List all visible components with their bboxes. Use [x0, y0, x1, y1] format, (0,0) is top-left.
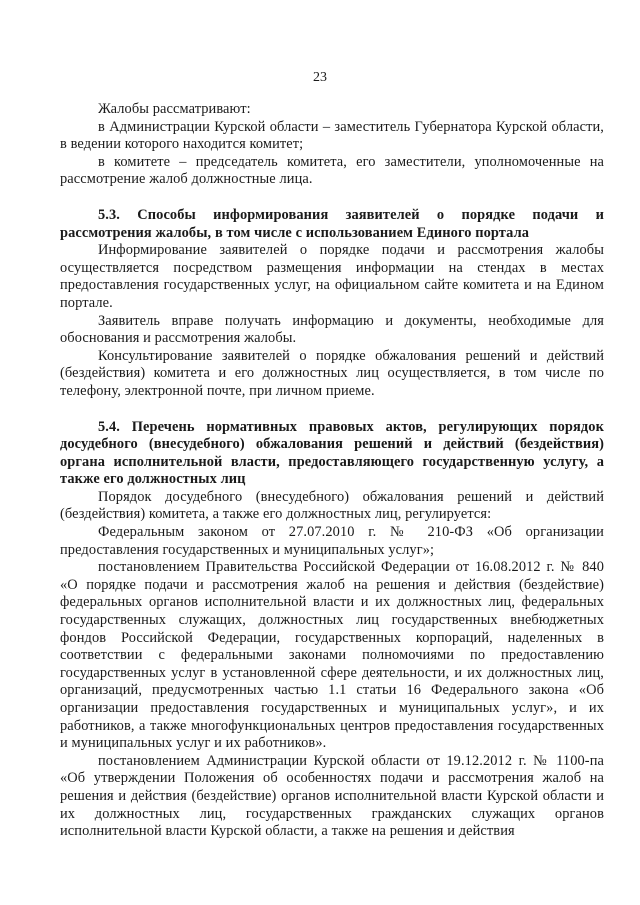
complaints-committee: в комитете – председатель комитета, его заместители, уполномоченные на рассмотрение жалоб должностные лица.	[60, 153, 604, 188]
section-5-4-regional-decree: постановлением Администрации Курской области от 19.12.2012 г. № 1100-па «Об утверждении Положения об особенностях подачи и рассмотрения жалоб на решения и действия (бездействие) органов исполнительной власти Курской области и их должностных лиц, государственных гражданских служащих органов исполнительной власти Курской области, а также на решения и действия	[60, 752, 604, 840]
page-number: 23	[313, 70, 327, 85]
section-5-3-paragraph-1: Информирование заявителей о порядке подачи и рассмотрения жалобы осуществляется посредством размещения информации на стендах в местах предоставления государственных услуг, на официальном сайте комитета и на Едином портале.	[60, 242, 604, 311]
section-5-3-heading: 5.3. Способы информирования заявителей о порядке подачи и рассмотрения жалобы, в том числе с использованием Единого портала	[60, 206, 604, 241]
complaints-administration: в Администрации Курской области – заместитель Губернатора Курской области, в ведении которого находится комитет;	[60, 118, 604, 153]
section-5-3-paragraph-3: Консультирование заявителей о порядке обжалования решений и действий (бездействия) комитета и его должностных лиц осуществляется, в том числе по телефону, электронной почте, при личном приеме.	[60, 347, 604, 399]
section-5-4-government-decree: постановлением Правительства Российской Федерации от 16.08.2012 г. № 840 «О порядке подачи и рассмотрения жалоб на решения и действия (бездействие) федеральных органов исполнительной власти и их должностных лиц, федеральных государственных служащих, должностных лиц государственных внебюджетных фондов Российской Федерации, государственных корпораций, наделенных в соответствии с федеральными законами полномочиями по предоставлению государственных услуг в установленной сфере деятельности, и их должностных лиц, организаций, предусмотренных частью 1.1 статьи 16 Федерального закона «Об организации предоставления государственных и муниципальных услуг», и их работников, а также многофункциональных центров предоставления государственных и муниципальных услуг и их работников».	[60, 559, 604, 752]
section-5-4-paragraph-1: Порядок досудебного (внесудебного) обжалования решений и действий (бездействия) комитета, а также его должностных лиц, регулируется:	[60, 488, 604, 523]
section-5-4-federal-law: Федеральным законом от 27.07.2010 г. № 210-ФЗ «Об организации предоставления государственных и муниципальных услуг»;	[60, 524, 604, 558]
section-5-4-heading: 5.4. Перечень нормативных правовых актов, регулирующих порядок досудебного (внесудебного) обжалования решений и действий (бездействия) органа исполнительной власти, предоставляющего государственную услугу, а также его должностных лиц	[60, 418, 604, 488]
complaints-intro: Жалобы рассматривают:	[98, 101, 251, 117]
document-body	[60, 101, 604, 841]
section-5-3-paragraph-2: Заявитель вправе получать информацию и документы, необходимые для обоснования и рассмотрения жалобы.	[60, 312, 604, 347]
